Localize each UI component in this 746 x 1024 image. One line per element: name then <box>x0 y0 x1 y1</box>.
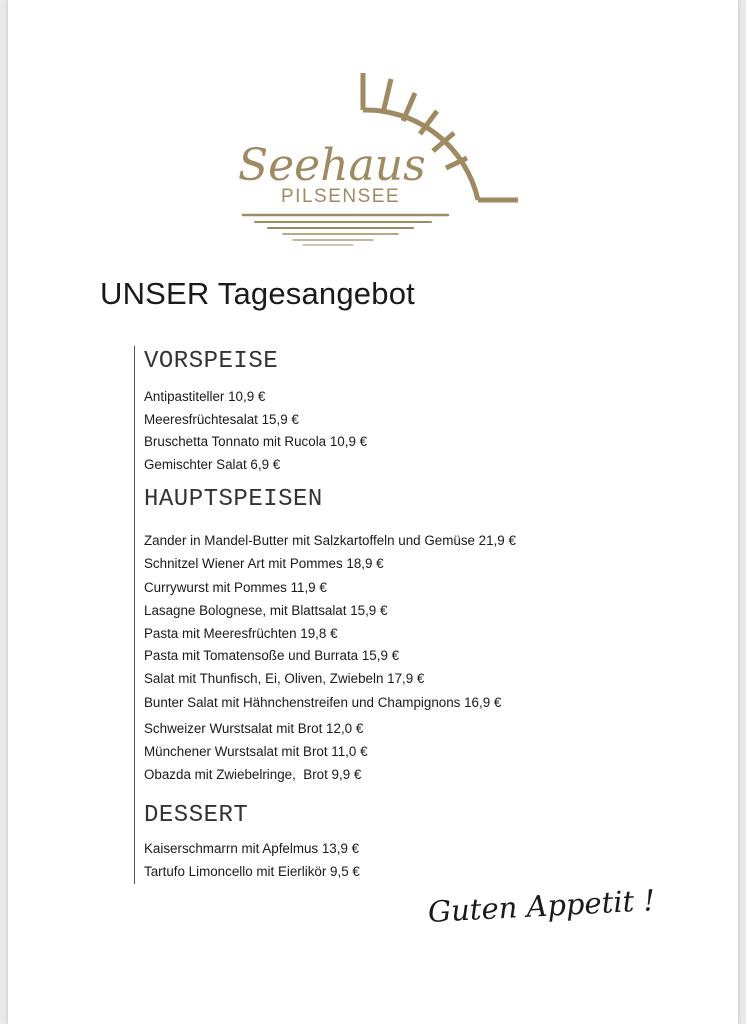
menu-item: Münchener Wurstsalat mit Brot 11,0 € <box>144 744 368 759</box>
menu-item: Kaiserschmarrn mit Apfelmus 13,9 € <box>144 841 360 856</box>
menu-item: Zander in Mandel-Butter mit Salzkartoffeln und Gemüse 21,9 € <box>144 533 516 548</box>
menu-item: Schnitzel Wiener Art mit Pommes 18,9 € <box>144 556 384 571</box>
menu-item: Gemischter Salat 6,9 € <box>144 457 281 472</box>
water-lines-icon <box>243 215 448 245</box>
menu-item: Antipastiteller 10,9 € <box>144 389 266 404</box>
menu-item: Salat mit Thunfisch, Ei, Oliven, Zwiebeln 17,9 € <box>144 671 425 686</box>
section-title-hauptspeisen: HAUPTSPEISEN <box>144 486 323 513</box>
menu-item: Schweizer Wurstsalat mit Brot 12,0 € <box>144 721 364 736</box>
closing-signature: Guten Appetit ! <box>427 883 656 929</box>
menu-item: Bunter Salat mit Hähnchenstreifen und Champignons 16,9 € <box>144 695 502 710</box>
logo-script: Seehaus <box>238 140 426 191</box>
section-title-dessert: DESSERT <box>144 802 249 829</box>
menu-page <box>8 0 738 1024</box>
seehaus-logo <box>233 65 533 255</box>
menu-item: Bruschetta Tonnato mit Rucola 10,9 € <box>144 434 368 449</box>
menu-list <box>134 346 675 884</box>
menu-item: Obazda mit Zwiebelringe, Brot 9,9 € <box>144 767 362 782</box>
menu-item: Pasta mit Tomatensoße und Burrata 15,9 € <box>144 648 400 663</box>
page-title: UNSER Tagesangebot <box>100 276 415 311</box>
menu-item: Currywurst mit Pommes 11,9 € <box>144 580 327 595</box>
menu-item: Lasagne Bolognese, mit Blattsalat 15,9 € <box>144 603 388 618</box>
section-title-vorspeise: VORSPEISE <box>144 348 279 375</box>
menu-item: Pasta mit Meeresfrüchten 19,8 € <box>144 626 338 641</box>
logo-subtitle: PILSENSEE <box>281 186 401 207</box>
menu-item: Tartufo Limoncello mit Eierlikör 9,5 € <box>144 864 360 879</box>
menu-item: Meeresfrüchtesalat 15,9 € <box>144 412 299 427</box>
